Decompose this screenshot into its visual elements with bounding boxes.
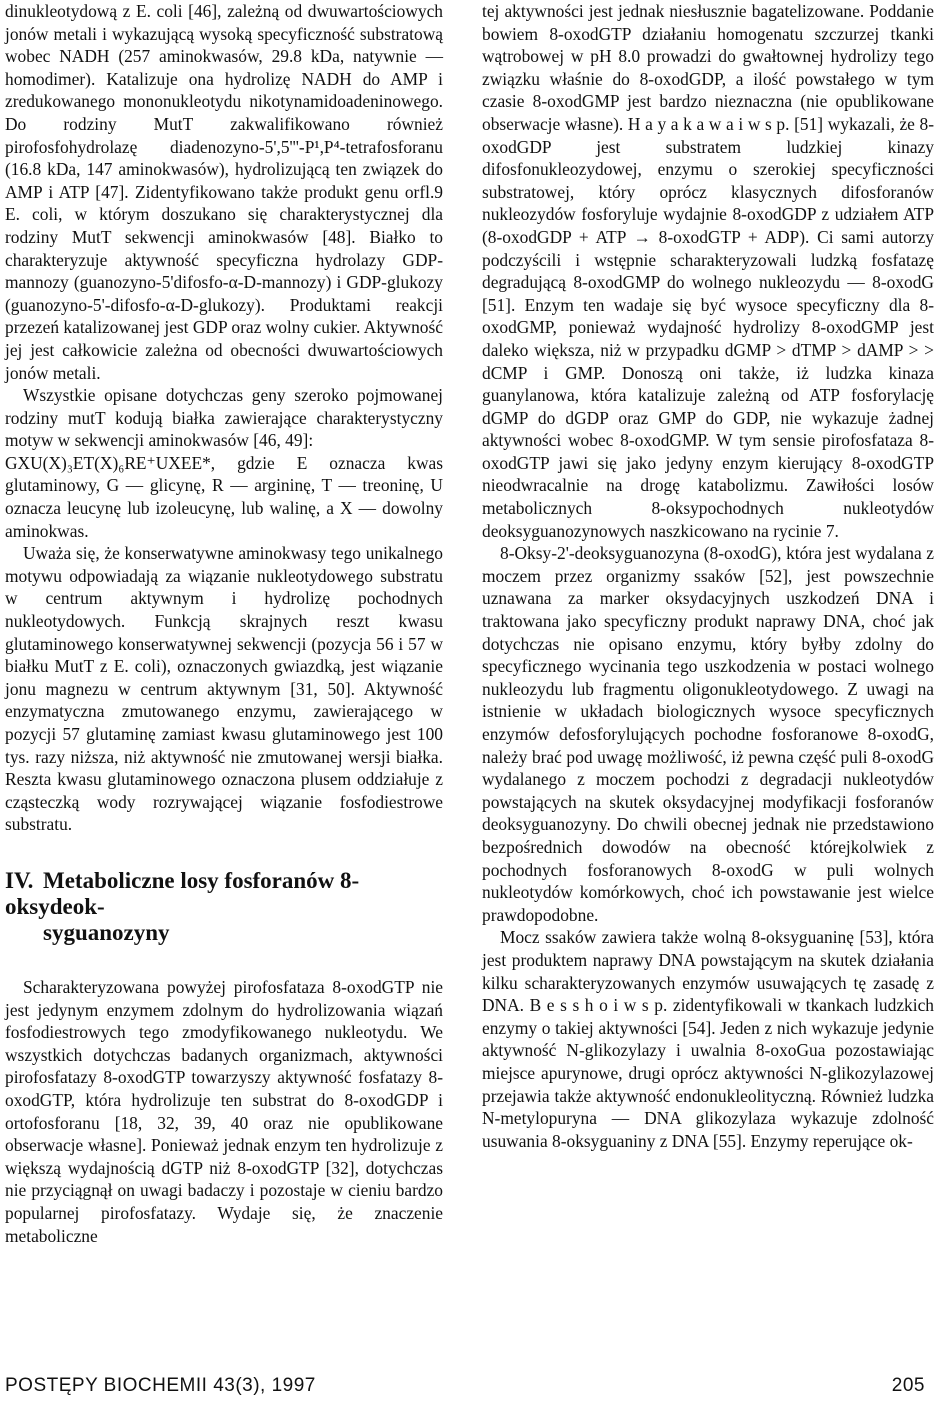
- paragraph: tej aktywności jest jednak niesłusznie bagatelizowane. Poddanie bowiem 8-oxodGTP działaniu homogenatu szczurzej tkanki wątrobowej w pH 8.0 prowadzi do gwałtownej hydrolizy tego związku właśnie do 8-oxodGDP, a ilość powstałego w tym czasie 8-oxodGMP jest bardzo nieznaczna (nie opublikowane obserwacje własne). H a y a k a w a i w s p. [51] wykazali, że 8-oxodGDP jest substratem ludzkiej kinazy difosfonukleozydowej, enzymu o szerokiej specyficzności substratowej, który oprócz klasycznych difosforanów nukleozydów fosforyluje wydajnie 8-oxodGDP z udziałem ATP (8-oxodGDP + ATP → 8-oxodGTP + ADP). Ci sami autorzy podczyścili i wstępnie scharakteryzowali ludzką fosfatazę degradującą 8-oxodGMP do wolnego nukleozydu — 8-oxodG [51]. Enzym ten wadaje się być wysoce specyficzny dla 8-oxodGMP, ponieważ wydajność hydrolizy 8-oxodGMP jest daleko większa, niż w przypadku dGMP > dTMP > dAMP > > dCMP i GMP. Donoszą oni także, iż ludzka kinaza guanylanowa, która katalizuje zależną od ATP fosforylację dGMP do dGDP oraz GMP do GDP, nie wykazuje żadnej aktywności wobec 8-oxodGMP. W tym sensie pirofosfataza 8-oxodGTP jawi się jako jedyny enzym kierujący 8-oxodGTP nieodwracalnie na drogę katabolizmu. Zawiłości losów metabolicznych 8-oksypochodnych nukleotydów deoksyguanozynowych naszkicowano na rycinie 7.: [482, 1, 934, 541]
- paragraph: 8-Oksy-2'-deoksyguanozyna (8-oxodG), która jest wydalana z moczem przez organizmy ssaków [52], jest powszechnie uznawana za marker oksydacyjnych uszkodzeń DNA i traktowana jako specyficzny produkt naprawy DNA, choć jak dotychczas nie opisano enzymu, który byłby zdolny do specyficznego wycinania tego uszkodzenia w postaci wolnego nukleozydu lub fragmentu oligonukleotydowego. Z uwagi na istnienie w układach biologicznych wysoce specyficznych enzymów defosforylujących pochodne fosforanowe 8-oxodG, należy brać pod uwagę możliwość, iż pewna część puli 8-oxodG wydalanego z moczem pochodzi z degradacji nukleotydów powstających na skutek oksydacyjnej modyfikacji fosforanów deoksyguanozyny. Do chwili obecnej jednak nie przedstawiono bezpośrednich dowodów na obecność którejkolwiek z pochodnych fosforanowych 8-oxodG w puli wolnych nukleotydów komórkowych, choć ich powstawanie jest wielce prawdopodobne.: [482, 543, 934, 925]
- paragraph: Uważa się, że konserwatywne aminokwasy tego unikalnego motywu odpowiadają za wiązanie nukleotydowego substratu w centrum aktywnym i hydrolizę pochodnych nukleotydowych. Funkcją skrajnych reszt kwasu glutaminowego konserwatywnej sekwencji (pozycja 56 i 57 w białku MutT z E. coli), oznaczonych gwiazdką, jest wiązanie jonu magnezu w centrum aktywnym [31, 50]. Aktywność enzymatyczna zmutowanego enzymu, zawierającego w pozycji 57 glutaminę zamiast kwasu glutaminowego jest 100 tys. razy niższa, niż aktywność nie zmutowanej wersji białka. Reszta kwasu glutaminowego oznaczona plusem oddziałuje z cząsteczką wody rozrywającej wiązanie fosfodiestrowe substratu.: [5, 543, 443, 835]
- motif-formula: GXU(X)₃ET(X)₆RE⁺UXEE*, gdzie E oznacza kwas glutaminowy, G — glicynę, R — argininę, T — treoninę, U oznacza leucynę lub izoleucynę, lub walinę, a X — dowolny aminokwas.: [5, 452, 443, 541]
- left-column: [5, 0, 443, 1247]
- section-title-line-2: syguanozyny: [43, 919, 170, 945]
- section-title-line-1: Metaboliczne losy fosforanów 8-oksydeok-: [5, 867, 360, 919]
- journal-footer: POSTĘPY BIOCHEMII 43(3), 1997: [5, 1375, 316, 1396]
- right-column: [482, 0, 934, 1152]
- section-number: IV.: [5, 867, 34, 893]
- paragraph: Mocz ssaków zawiera także wolną 8-oksyguaninę [53], która jest produktem naprawy DNA powstającym na skutek działania kilku scharakteryzowanych enzymów usuwających tę zasadę z DNA. B e s s h o i w s p. zidentyfikowali w tkankach ludzkich enzymy o takiej aktywności [54]. Jeden z nich wykazuje jedynie aktywność N-glikozylazy i uwalnia 8-oxoGua pozostawiając miejsce apurynowe, drugi oprócz aktywności N-glikozylazowej przejawia także aktywność endonukleolityczną. Również ludzka N-metylopuryna — DNA glikozylaza wykazuje zdolność usuwania 8-oksyguaniny z DNA [55]. Enzymy reperujące ok-: [482, 927, 934, 1151]
- page-number: 205: [891, 1375, 925, 1396]
- paragraph: Scharakteryzowana powyżej pirofosfataza 8-oxodGTP nie jest jedynym enzymem zdolnym do hydrolizowania wiązań fosfodiestrowych tego zmodyfikowanego nukleotydu. We wszystkich dotychczas badanych organizmach, aktywności pirofosfatazy 8-oxodGTP towarzyszy aktywność fosfatazy 8-oxodGTP, która hydrolizuje ten substrat do 8-oxodGDP i ortofosforanu [18, 32, 39, 40 oraz nie opublikowane obserwacje własne]. Ponieważ jednak enzym ten hydrolizuje z większą wydajnością dGTP niż 8-oxodGTP [32], dotychczas nie przyciągnął on uwagi badaczy i pozostaje w cieniu bardzo popularnej pirofosfatazy. Wydaje się, że znaczenie metaboliczne: [5, 976, 443, 1246]
- paragraph: Wszystkie opisane dotychczas geny szeroko pojmowanej rodziny mutT kodują białka zawierające charakterystyczny motyw w sekwencji aminokwasów [46, 49]:: [5, 385, 443, 451]
- section-heading: [5, 868, 443, 946]
- paragraph: dinukleotydową z E. coli [46], zależną od dwuwartościowych jonów metali i wykazującą wysoką specyficzność substratową wobec NADH (257 aminokwasów, 29.8 kDa, natywnie — homodimer). Katalizuje ona hydrolizę NADH do AMP i zredukowanego mononukleotydu nikotynamidoadeninowego. Do rodziny MutT zakwalifikowano również pirofosfohydrolazę diadenozyno-5',5'''-P¹,P⁴-tetrafosforanu (16.8 kDa, 147 aminokwasów), hydrolizującą ten związek do AMP i ATP [47]. Zidentyfikowano także produkt genu orfl.9 E. coli, w którym doszukano się charakterystycznej dla rodziny MutT sekwencji aminokwasów [48]. Białko to charakteryzuje aktywność specyficzna hydrolazy GDP-mannozy (guanozyno-5'difosfo-α-D-mannozy) i GDP-glukozy (guanozyno-5'-difosfo-α-D-glukozy). Produktami reakcji przezeń katalizowanej jest GDP oraz wolny cukier. Aktywność jej jest całkowicie zależna od obecności dwuwartościowych jonów metali.: [5, 1, 443, 383]
